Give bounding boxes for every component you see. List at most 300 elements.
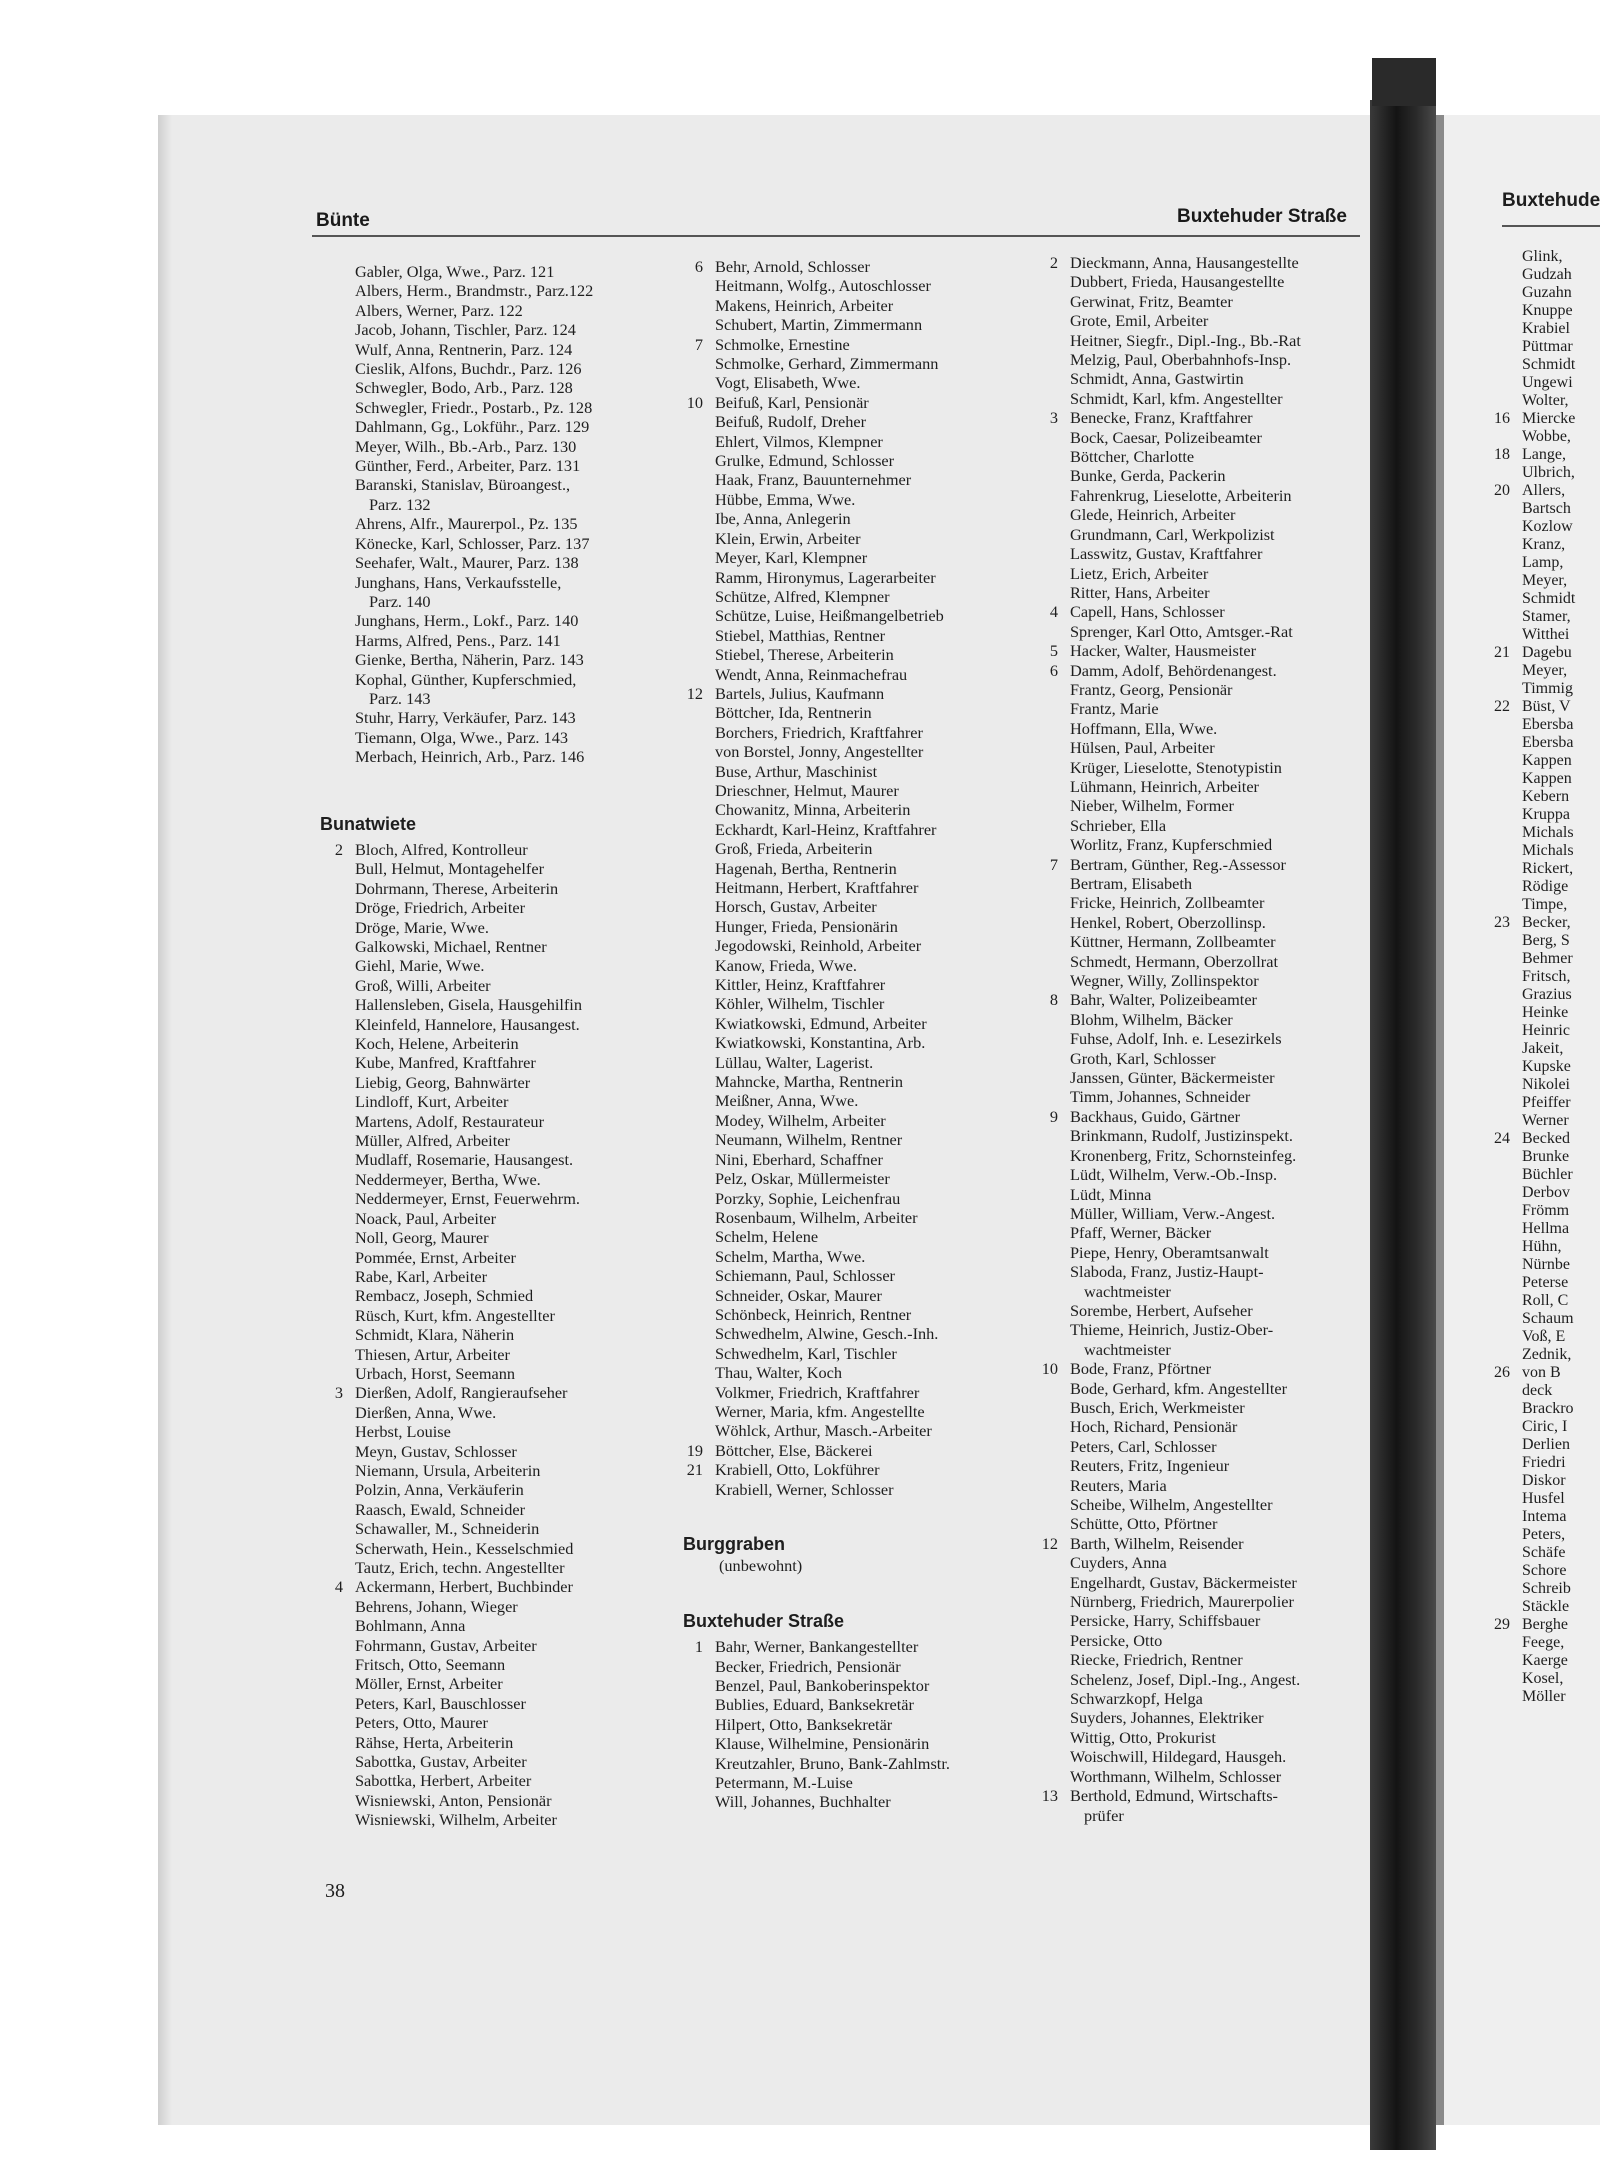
directory-entry bbox=[315, 1228, 593, 1247]
directory-entry bbox=[1484, 1670, 1575, 1688]
entry-text: Schwedhelm, Alwine, Gesch.-Inh. bbox=[715, 1324, 939, 1344]
binding-top-shadow bbox=[1372, 58, 1436, 106]
directory-entry bbox=[315, 1616, 593, 1635]
house-number bbox=[1484, 1346, 1522, 1364]
directory-entry bbox=[1030, 1417, 1301, 1436]
house-number bbox=[675, 723, 715, 742]
house-number bbox=[1030, 1068, 1070, 1087]
entry-text: Zednik, bbox=[1522, 1346, 1572, 1363]
directory-entry bbox=[1484, 374, 1575, 392]
directory-entry bbox=[1030, 447, 1301, 466]
directory-entry bbox=[675, 1247, 950, 1266]
directory-entry bbox=[675, 1460, 950, 1479]
directory-entry bbox=[1030, 1185, 1301, 1204]
house-number bbox=[1030, 1301, 1070, 1320]
entry-text: Kwiatkowski, Edmund, Arbeiter bbox=[715, 1013, 927, 1033]
house-number bbox=[1484, 1490, 1522, 1508]
house-number bbox=[675, 1286, 715, 1305]
entry-text: Fritsch, bbox=[1522, 968, 1571, 985]
house-number bbox=[1030, 1165, 1070, 1184]
house-number bbox=[1030, 1456, 1070, 1475]
entry-text: Jegodowski, Reinhold, Arbeiter bbox=[715, 936, 922, 956]
directory-entry bbox=[1030, 1398, 1301, 1417]
directory-entry bbox=[1030, 1243, 1301, 1262]
entry-text: wachtmeister bbox=[1084, 1339, 1171, 1359]
directory-entry bbox=[675, 529, 950, 548]
house-number bbox=[1484, 1004, 1522, 1022]
directory-entry bbox=[675, 742, 950, 761]
entry-text: Dierßen, Anna, Wwe. bbox=[355, 1402, 497, 1422]
header-rule bbox=[312, 235, 1360, 237]
entry-text: Grote, Emil, Arbeiter bbox=[1070, 311, 1209, 331]
entry-text: Möller bbox=[1522, 1688, 1566, 1705]
entry-text: Husfel bbox=[1522, 1490, 1565, 1507]
house-number bbox=[1030, 564, 1070, 583]
entry-text: Heitner, Siegfr., Dipl.-Ing., Bb.-Rat bbox=[1070, 330, 1301, 350]
entry-text: Urbach, Horst, Seemann bbox=[355, 1363, 516, 1383]
entry-text: Borchers, Friedrich, Kraftfahrer bbox=[715, 722, 923, 742]
house-number bbox=[675, 917, 715, 936]
entry-text: Wendt, Anna, Reinmachefrau bbox=[715, 664, 908, 684]
house-number bbox=[1030, 816, 1070, 835]
directory-entry bbox=[675, 1053, 950, 1072]
directory-entry bbox=[675, 626, 950, 645]
entry-text: Stiebel, Matthias, Rentner bbox=[715, 625, 886, 645]
house-number bbox=[1484, 770, 1522, 788]
directory-entry bbox=[315, 1170, 593, 1189]
directory-entry bbox=[675, 1792, 950, 1811]
column-1 bbox=[320, 262, 594, 1830]
house-number bbox=[1030, 1146, 1070, 1165]
directory-entry bbox=[1484, 356, 1575, 374]
entry-text: Möller, Ernst, Arbeiter bbox=[355, 1674, 503, 1694]
directory-entry bbox=[675, 1637, 950, 1656]
directory-entry bbox=[315, 918, 593, 937]
directory-entry bbox=[675, 606, 950, 625]
entry-text: Sprenger, Karl Otto, Amtsger.-Rat bbox=[1070, 621, 1293, 641]
house-number bbox=[1030, 1592, 1070, 1611]
entry-text: Porzky, Sophie, Leichenfrau bbox=[715, 1188, 901, 1208]
entry-text: Pfaff, Werner, Bäcker bbox=[1070, 1223, 1212, 1243]
directory-entry bbox=[1484, 1274, 1575, 1292]
directory-entry: Schwegler, Friedr., Postarb., Pz. 128 bbox=[355, 397, 593, 417]
house-number bbox=[1030, 1767, 1070, 1786]
directory-entry bbox=[1484, 644, 1575, 662]
directory-entry bbox=[315, 1189, 593, 1208]
directory-entry: Parz. 132 bbox=[369, 494, 431, 514]
entry-text: Ehlert, Vilmos, Klempner bbox=[715, 431, 883, 451]
house-number bbox=[1030, 1029, 1070, 1048]
directory-entry bbox=[315, 898, 593, 917]
house-number bbox=[675, 1150, 715, 1169]
entry-text: Liebig, Georg, Bahnwärter bbox=[355, 1072, 531, 1092]
house-number: 4 bbox=[334, 1577, 343, 1597]
entry-text: Volkmer, Friedrich, Kraftfahrer bbox=[715, 1382, 920, 1402]
house-number bbox=[1030, 971, 1070, 990]
entry-text: Kosel, bbox=[1522, 1670, 1564, 1687]
entry-text: Groß, Willi, Arbeiter bbox=[355, 975, 491, 995]
directory-entry bbox=[675, 684, 950, 703]
directory-entry bbox=[675, 936, 950, 955]
entry-text: Schore bbox=[1522, 1562, 1567, 1579]
entry-text: Kebern bbox=[1522, 788, 1570, 805]
directory-entry bbox=[1030, 389, 1301, 408]
directory-entry bbox=[675, 393, 950, 412]
house-number bbox=[315, 1034, 355, 1053]
directory-entry bbox=[1484, 662, 1575, 680]
entry-text: Groth, Karl, Schlosser bbox=[1070, 1048, 1216, 1068]
entry-text: Büchler bbox=[1522, 1166, 1573, 1183]
entry-text: prüfer bbox=[1084, 1805, 1124, 1825]
entry-text: Kreutzahler, Bruno, Bank-Zahlmstr. bbox=[715, 1753, 950, 1773]
directory-entry bbox=[1484, 1508, 1575, 1526]
entry-text: Rickert, bbox=[1522, 860, 1574, 877]
house-number bbox=[675, 1344, 715, 1363]
entry-text: Bloch, Alfred, Kontrolleur bbox=[355, 839, 528, 859]
entry-text: Lüdt, Wilhelm, Verw.-Ob.-Insp. bbox=[1070, 1165, 1278, 1185]
directory-entry bbox=[1484, 986, 1575, 1004]
directory-entry bbox=[1030, 1786, 1301, 1805]
entry-text: Sorembe, Herbert, Aufseher bbox=[1070, 1300, 1253, 1320]
entry-text: Drieschner, Helmut, Maurer bbox=[715, 780, 899, 800]
directory-entry bbox=[315, 1461, 593, 1480]
house-number bbox=[1030, 1573, 1070, 1592]
entry-text: Nieber, Wilhelm, Former bbox=[1070, 796, 1234, 816]
entry-text: Rüsch, Kurt, kfm. Angestellter bbox=[355, 1305, 555, 1325]
directory-entry bbox=[675, 1383, 950, 1402]
entry-text: Tautz, Erich, techn. Angestellter bbox=[355, 1558, 565, 1577]
entry-text: Dubbert, Frieda, Hausangestellte bbox=[1070, 272, 1285, 292]
house-number bbox=[1030, 525, 1070, 544]
house-number bbox=[1030, 1417, 1070, 1436]
entry-text: Frantz, Georg, Pensionär bbox=[1070, 679, 1233, 699]
page-gutter bbox=[1436, 115, 1444, 2125]
directory-entry bbox=[1030, 486, 1301, 505]
column-3 bbox=[1030, 253, 1301, 1825]
directory-entry bbox=[675, 1014, 950, 1033]
house-number: 1 bbox=[694, 1637, 703, 1657]
entry-text: Beifuß, Karl, Pensionär bbox=[715, 392, 869, 412]
directory-entry: Schwegler, Bodo, Arb., Parz. 128 bbox=[355, 378, 573, 398]
directory-entry bbox=[675, 762, 950, 781]
directory-entry bbox=[1484, 806, 1575, 824]
entry-text: Grazius bbox=[1522, 986, 1572, 1003]
directory-entry bbox=[315, 1403, 593, 1422]
house-number bbox=[315, 1325, 355, 1344]
house-number: 29 bbox=[1494, 1616, 1510, 1633]
house-number bbox=[1030, 272, 1070, 291]
entry-text: Schmedt, Hermann, Oberzollrat bbox=[1070, 951, 1278, 971]
entry-text: Schütte, Otto, Pförtner bbox=[1070, 1514, 1218, 1534]
house-number bbox=[1484, 374, 1522, 392]
directory-entry bbox=[1030, 835, 1301, 854]
house-number bbox=[1484, 1652, 1522, 1670]
house-number bbox=[1030, 1185, 1070, 1204]
entries-bunatwiete bbox=[315, 840, 593, 1830]
house-number bbox=[1484, 1382, 1522, 1400]
directory-entry bbox=[1484, 1526, 1575, 1544]
entry-text: Kaerge bbox=[1522, 1652, 1568, 1669]
directory-entry bbox=[1030, 1553, 1301, 1572]
house-number bbox=[675, 296, 715, 315]
house-number bbox=[1030, 796, 1070, 815]
house-number bbox=[1484, 878, 1522, 896]
directory-entry bbox=[1030, 1223, 1301, 1242]
entry-text: Rosenbaum, Wilhelm, Arbeiter bbox=[715, 1207, 918, 1227]
house-number: 19 bbox=[686, 1440, 703, 1460]
next-page-fragment bbox=[1444, 115, 1600, 2125]
directory-entry bbox=[1484, 518, 1575, 536]
house-number: 22 bbox=[1494, 698, 1510, 715]
house-number bbox=[675, 315, 715, 334]
directory-entry bbox=[1030, 1029, 1301, 1048]
directory-entry bbox=[1484, 392, 1575, 410]
directory-entry bbox=[675, 276, 950, 295]
directory-entry bbox=[1030, 331, 1301, 350]
entry-text: Buse, Arthur, Maschinist bbox=[715, 761, 878, 781]
entry-text: Bock, Caesar, Polizeibeamter bbox=[1070, 427, 1262, 447]
directory-entry bbox=[1484, 1130, 1575, 1148]
house-number bbox=[675, 1111, 715, 1130]
entries-buente-continued bbox=[675, 257, 950, 1499]
directory-entry bbox=[675, 645, 950, 664]
directory-entry bbox=[1030, 1806, 1301, 1825]
entries-buxtehuder-strasse bbox=[675, 1637, 950, 1812]
directory-entry bbox=[1484, 1166, 1575, 1184]
directory-entry bbox=[1030, 1767, 1301, 1786]
entry-text: Krabiell, Werner, Schlosser bbox=[715, 1479, 894, 1499]
entry-text: Backhaus, Guido, Gärtner bbox=[1070, 1106, 1240, 1126]
house-number: 13 bbox=[1041, 1786, 1058, 1806]
entry-text: Martens, Adolf, Restaurateur bbox=[355, 1111, 544, 1131]
house-number bbox=[1030, 1087, 1070, 1106]
entry-text: Allers, bbox=[1522, 482, 1566, 499]
entry-text: Schütze, Alfred, Klempner bbox=[715, 586, 890, 606]
entry-text: Fritsch, Otto, Seemann bbox=[355, 1655, 506, 1675]
house-number bbox=[1030, 583, 1070, 602]
entry-text: Reuters, Fritz, Ingenieur bbox=[1070, 1456, 1230, 1476]
directory-entry bbox=[315, 1480, 593, 1499]
house-number bbox=[315, 1713, 355, 1732]
section-heading-burggraben: Burggraben bbox=[683, 1534, 786, 1554]
entry-text: Lamp, bbox=[1522, 554, 1564, 571]
house-number bbox=[675, 1189, 715, 1208]
entry-text: Schelm, Martha, Wwe. bbox=[715, 1246, 866, 1266]
house-number: 7 bbox=[1049, 854, 1058, 874]
entry-text: Glink, bbox=[1522, 248, 1563, 265]
directory-entry bbox=[1484, 1652, 1575, 1670]
directory-entry bbox=[1030, 932, 1301, 951]
directory-entry bbox=[1030, 1068, 1301, 1087]
entry-text: Becker, bbox=[1522, 914, 1571, 931]
entry-text: Diskor bbox=[1522, 1472, 1566, 1489]
house-number bbox=[1030, 1243, 1070, 1262]
directory-entry: Meyer, Wilh., Bb.-Arb., Parz. 130 bbox=[355, 436, 577, 456]
directory-entry bbox=[315, 1053, 593, 1072]
directory-entry bbox=[1484, 1454, 1575, 1472]
house-number bbox=[1484, 986, 1522, 1004]
house-number bbox=[1484, 1508, 1522, 1526]
house-number: 21 bbox=[1494, 644, 1510, 661]
directory-entry: Kophal, Günther, Kupferschmied, bbox=[355, 669, 577, 689]
house-number bbox=[1030, 1282, 1070, 1301]
entry-text: Hallensleben, Gisela, Hausgehilfin bbox=[355, 995, 582, 1015]
house-number bbox=[315, 898, 355, 917]
directory-entry bbox=[1030, 1728, 1301, 1747]
entry-text: Schmolke, Ernestine bbox=[715, 334, 850, 354]
entry-text: Makens, Heinrich, Arbeiter bbox=[715, 295, 894, 315]
entry-text: Nürnberg, Friedrich, Maurerpolier bbox=[1070, 1592, 1294, 1612]
house-number bbox=[315, 1209, 355, 1228]
house-number bbox=[315, 995, 355, 1014]
directory-entry bbox=[315, 1674, 593, 1693]
directory-entry bbox=[675, 1072, 950, 1091]
directory-entry bbox=[1030, 1437, 1301, 1456]
house-number bbox=[675, 529, 715, 548]
house-number bbox=[1484, 1022, 1522, 1040]
house-number bbox=[1484, 1274, 1522, 1292]
entry-text: Becked bbox=[1522, 1130, 1570, 1147]
house-number bbox=[1484, 1148, 1522, 1166]
directory-entry bbox=[675, 1344, 950, 1363]
entry-text: Peters, bbox=[1522, 1526, 1566, 1543]
house-number bbox=[1484, 1418, 1522, 1436]
entry-text: Benzel, Paul, Bankoberinspektor bbox=[715, 1676, 930, 1696]
entry-text: deck bbox=[1522, 1382, 1553, 1399]
entry-text: Schelenz, Josef, Dipl.-Ing., Angest. bbox=[1070, 1669, 1301, 1689]
house-number bbox=[1484, 680, 1522, 698]
house-number: 7 bbox=[694, 334, 703, 354]
entry-text: Kwiatkowski, Konstantina, Arb. bbox=[715, 1033, 926, 1053]
entry-text: Benecke, Franz, Kraftfahrer bbox=[1070, 408, 1253, 428]
directory-entry bbox=[315, 879, 593, 898]
house-number bbox=[315, 1539, 355, 1558]
house-number bbox=[1484, 734, 1522, 752]
entry-text: Pelz, Oskar, Müllermeister bbox=[715, 1169, 890, 1189]
house-number bbox=[1484, 464, 1522, 482]
entry-text: Nürnbe bbox=[1522, 1256, 1570, 1273]
house-number bbox=[315, 1015, 355, 1034]
entry-text: Grundmann, Carl, Werkpolizist bbox=[1070, 524, 1275, 544]
entry-text: Ungewi bbox=[1522, 374, 1573, 391]
directory-entry bbox=[675, 1208, 950, 1227]
house-number: 10 bbox=[1041, 1359, 1058, 1379]
directory-entry bbox=[1484, 1418, 1575, 1436]
house-number bbox=[675, 1754, 715, 1773]
directory-entry bbox=[1484, 1058, 1575, 1076]
entry-text: Persicke, Otto bbox=[1070, 1630, 1163, 1650]
house-number bbox=[675, 1480, 715, 1499]
directory-entry bbox=[1030, 661, 1301, 680]
directory-entry bbox=[1484, 572, 1575, 590]
house-number bbox=[675, 470, 715, 489]
directory-entry bbox=[1030, 1010, 1301, 1029]
directory-entry bbox=[315, 1325, 593, 1344]
house-number bbox=[1030, 1553, 1070, 1572]
directory-entry bbox=[1030, 505, 1301, 524]
directory-entry bbox=[1030, 738, 1301, 757]
entry-text: Damm, Adolf, Behördenangest. bbox=[1070, 660, 1277, 680]
directory-entry: Stuhr, Harry, Verkäufer, Parz. 143 bbox=[355, 708, 576, 728]
directory-entry bbox=[675, 1754, 950, 1773]
directory-entry bbox=[1030, 1301, 1301, 1320]
entry-text: Müller, Alfred, Arbeiter bbox=[355, 1131, 510, 1151]
directory-entry bbox=[1484, 1634, 1575, 1652]
directory-entry bbox=[315, 1131, 593, 1150]
directory-entry bbox=[1030, 1087, 1301, 1106]
entry-text: Schelm, Helene bbox=[715, 1227, 819, 1247]
entry-text: Schwedhelm, Karl, Tischler bbox=[715, 1343, 897, 1363]
entry-text: Groß, Frieda, Arbeiterin bbox=[715, 839, 873, 859]
entry-text: Hoffmann, Ella, Wwe. bbox=[1070, 718, 1218, 738]
entry-text: Ackermann, Herbert, Buchbinder bbox=[355, 1577, 573, 1597]
directory-entry bbox=[675, 1676, 950, 1695]
entry-text: Petermann, M.-Luise bbox=[715, 1773, 853, 1793]
house-number bbox=[1030, 758, 1070, 777]
house-number bbox=[675, 1033, 715, 1052]
entry-text: Schubert, Martin, Zimmermann bbox=[715, 315, 923, 335]
house-number bbox=[675, 1247, 715, 1266]
house-number bbox=[1484, 1220, 1522, 1238]
house-number bbox=[675, 839, 715, 858]
entry-text: Ebersba bbox=[1522, 716, 1574, 733]
entry-text: Blohm, Wilhelm, Bäcker bbox=[1070, 1009, 1233, 1029]
house-number bbox=[315, 1189, 355, 1208]
house-number bbox=[1030, 719, 1070, 738]
directory-entry bbox=[1484, 1202, 1575, 1220]
entries-buente bbox=[355, 262, 593, 767]
house-number bbox=[315, 1500, 355, 1519]
entry-text: Heinric bbox=[1522, 1022, 1570, 1039]
house-number bbox=[1484, 1472, 1522, 1490]
entry-text: Janssen, Günter, Bäckermeister bbox=[1070, 1068, 1275, 1088]
running-header-right: Buxtehuder Straße bbox=[1177, 206, 1347, 227]
section-heading-buxtehuder-strasse: Buxtehuder Straße bbox=[683, 1610, 845, 1631]
house-number bbox=[1484, 860, 1522, 878]
entry-text: Derlien bbox=[1522, 1436, 1570, 1453]
house-number bbox=[675, 1324, 715, 1343]
house-number bbox=[315, 859, 355, 878]
house-number: 21 bbox=[686, 1460, 703, 1480]
entry-text: Hühn, bbox=[1522, 1238, 1562, 1255]
house-number bbox=[315, 1519, 355, 1538]
house-number bbox=[1484, 842, 1522, 860]
directory-entry: Gienke, Bertha, Näherin, Parz. 143 bbox=[355, 650, 584, 670]
entry-text: Timpe, bbox=[1522, 896, 1568, 913]
entry-text: Hagenah, Bertha, Rentnerin bbox=[715, 858, 897, 878]
entry-text: Nini, Eberhard, Schaffner bbox=[715, 1149, 883, 1169]
house-number bbox=[1484, 500, 1522, 518]
directory-entry bbox=[1030, 796, 1301, 815]
entry-text: Reuters, Maria bbox=[1070, 1475, 1167, 1495]
directory-entry bbox=[1484, 464, 1575, 482]
house-number bbox=[1484, 590, 1522, 608]
entry-text: Kappen bbox=[1522, 770, 1572, 787]
house-number bbox=[675, 1227, 715, 1246]
entry-text: Kupske bbox=[1522, 1058, 1571, 1075]
directory-entry bbox=[1484, 842, 1575, 860]
directory-entry bbox=[1030, 583, 1301, 602]
directory-entry bbox=[1484, 1022, 1575, 1040]
directory-entry bbox=[675, 800, 950, 819]
directory-entry bbox=[1484, 824, 1575, 842]
entry-text: Dierßen, Adolf, Rangieraufseher bbox=[355, 1383, 568, 1403]
entry-text: Noll, Georg, Maurer bbox=[355, 1228, 489, 1248]
directory-entry bbox=[1030, 1165, 1301, 1184]
directory-entry bbox=[1030, 1631, 1301, 1650]
directory-entry bbox=[675, 1441, 950, 1460]
house-number bbox=[1484, 1202, 1522, 1220]
